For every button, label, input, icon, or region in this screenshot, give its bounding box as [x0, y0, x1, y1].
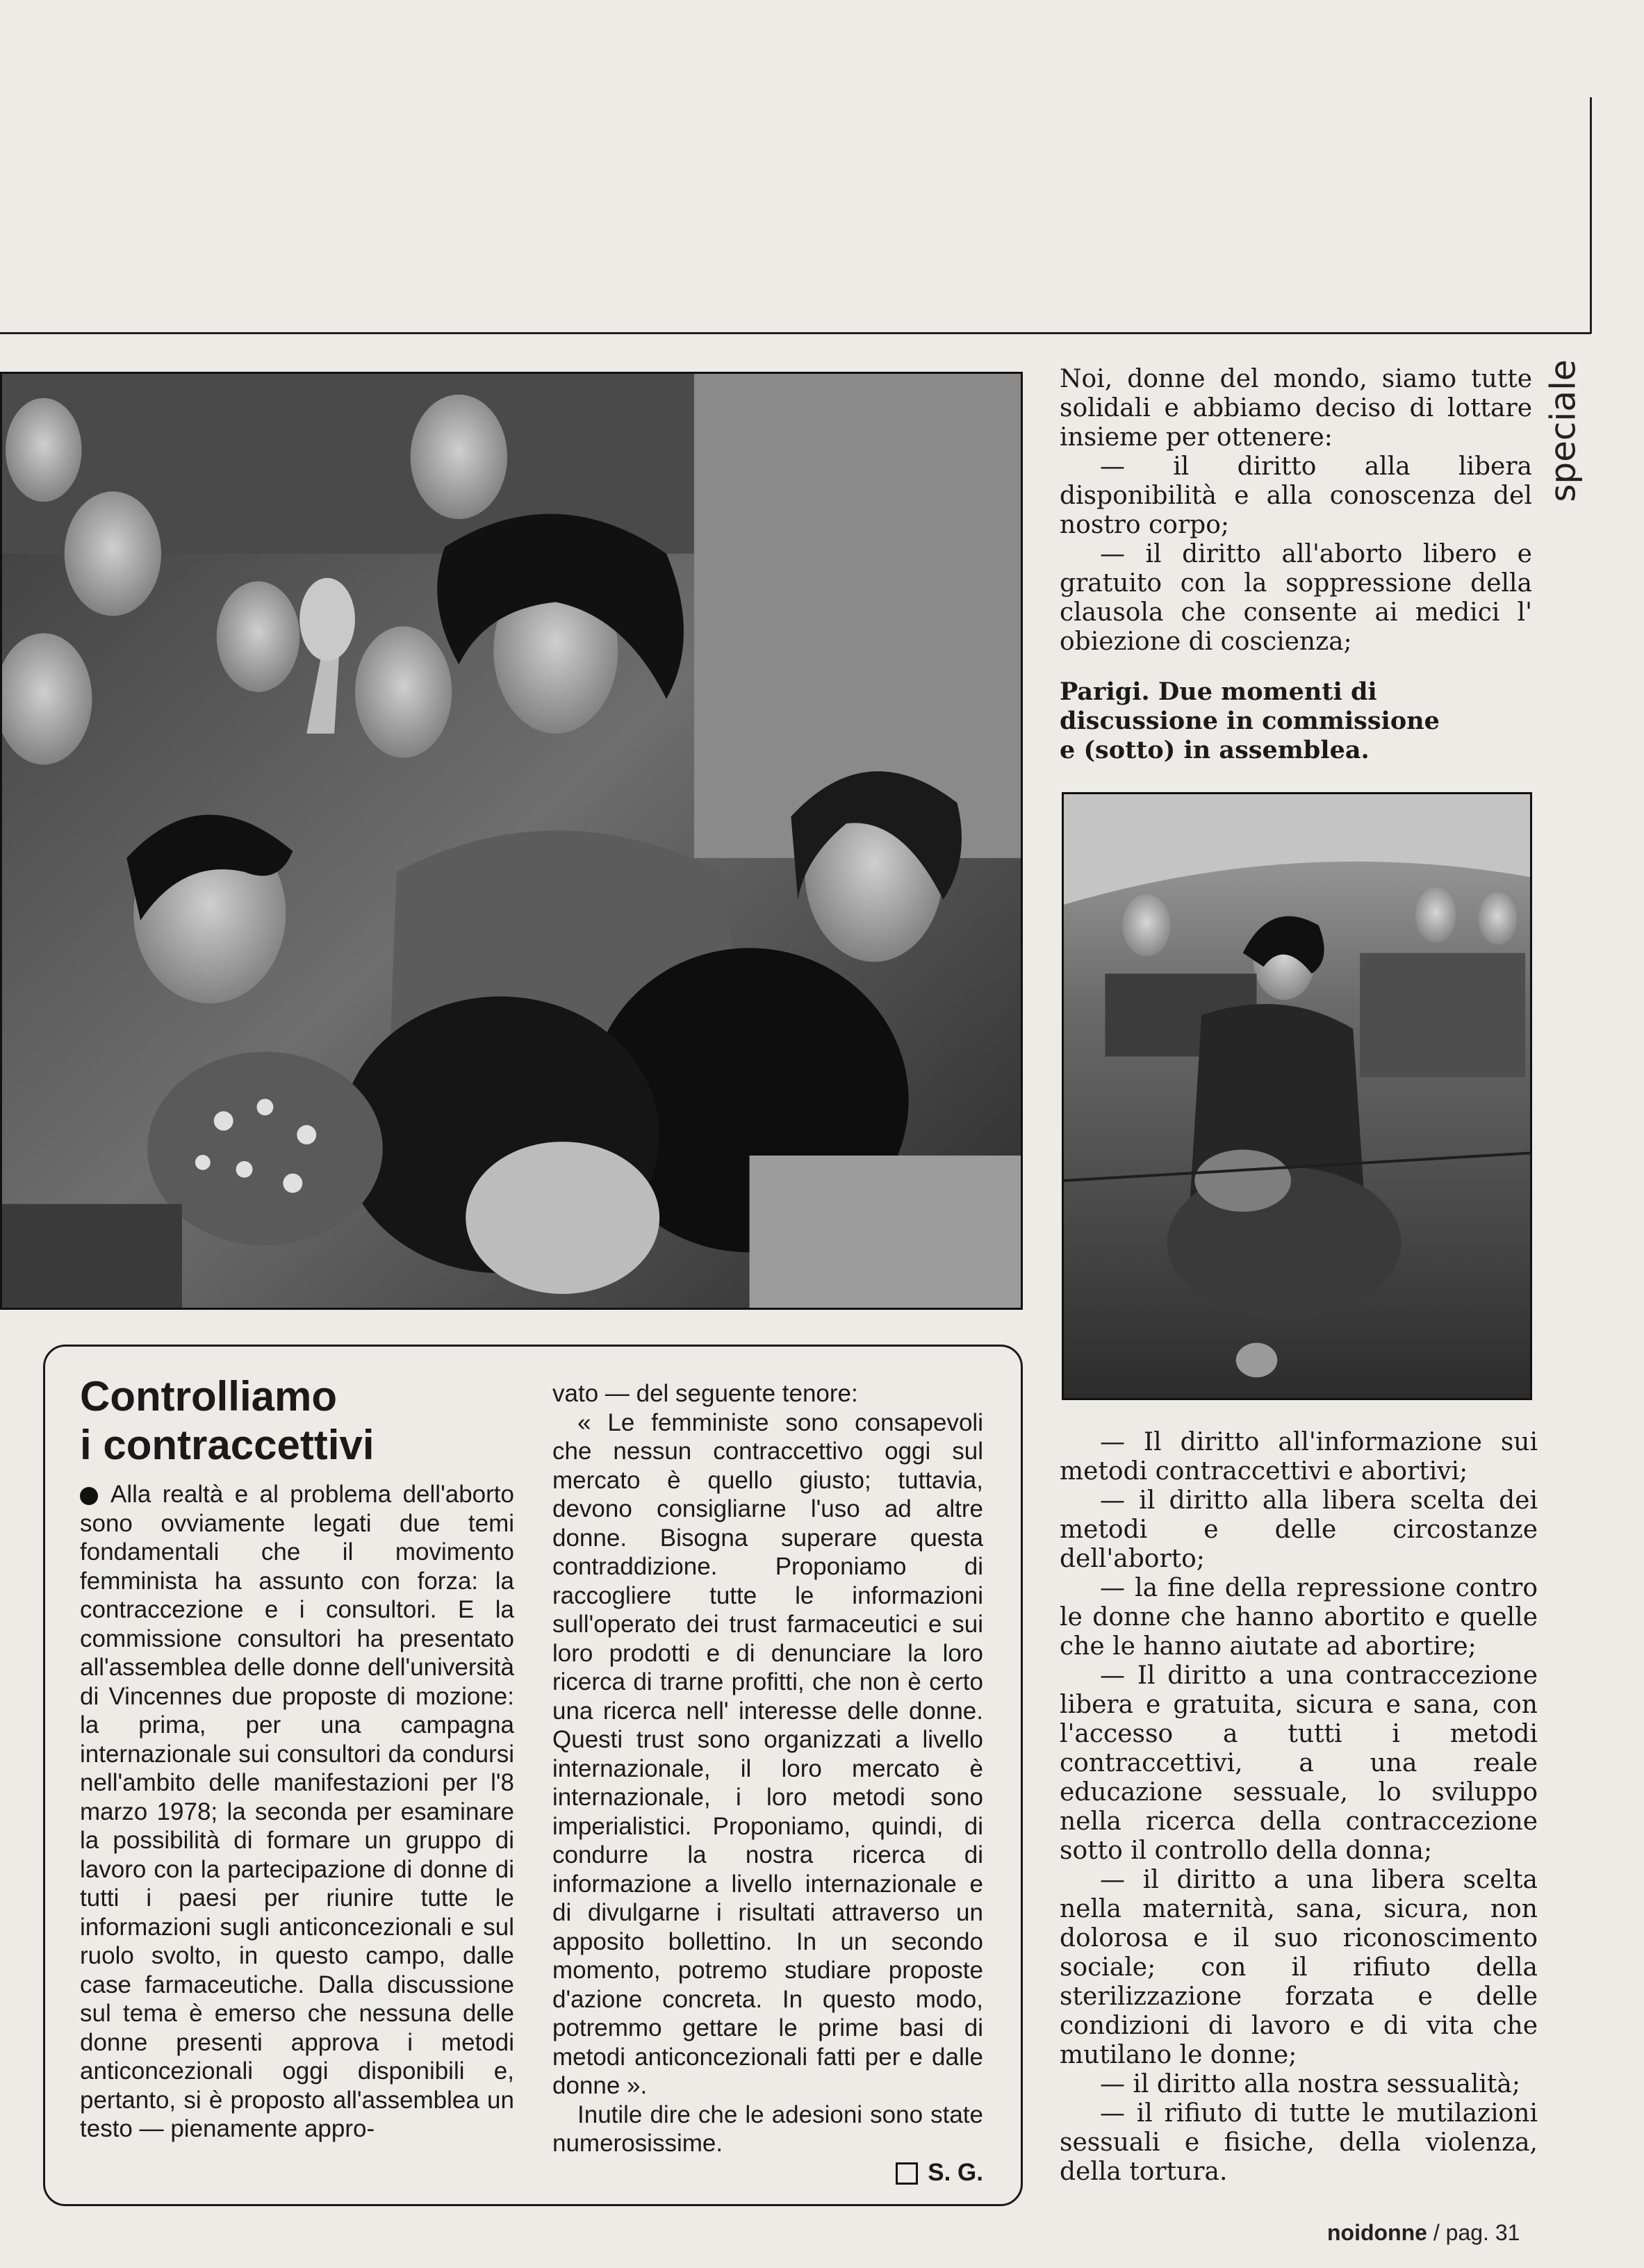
paragraph: — la fine della repressione contro le donne che hanno abortito e quelle che le hanno aiutate ad abortire; — [1060, 1574, 1538, 1661]
paragraph: — il diritto all'aborto libero e gratuito con la soppressione della clausola che consente ai medici l' obiezione di coscienza; — [1060, 540, 1532, 656]
bullet-icon — [80, 1487, 98, 1505]
signature — [552, 2158, 983, 2187]
paragraph — [80, 1480, 514, 2144]
box-title-line: Controlliamo — [80, 1373, 337, 1420]
top-rule — [0, 332, 1591, 334]
paragraph: — Il diritto a una contraccezione libera e gratuita, sicura e sana, con l'accesso a tutti i metodi contraccettivi, a una reale educazione sessuale, lo sviluppo nella ricerca della contraccezione sotto il controllo della donna; — [1060, 1661, 1538, 1865]
right-column-top — [1060, 365, 1532, 657]
paragraph: Inutile dire che le adesioni sono state numerosissime. — [552, 2101, 983, 2157]
section-tab — [1532, 334, 1595, 528]
page-number: / pag. 31 — [1433, 2220, 1520, 2245]
section-tab-label: speciale — [1543, 359, 1584, 502]
box-left-column — [80, 1480, 514, 2144]
vertical-rule — [1590, 97, 1592, 334]
assembly-photo-image — [1064, 794, 1530, 1398]
page-footer — [1327, 2220, 1619, 2246]
paragraph: — il diritto alla nostra sessualità; — [1100, 2070, 1521, 2098]
paragraph: — il diritto alla libera disponibilità e alla conoscenza del nostro corpo; — [1060, 452, 1532, 539]
signature-text: S. G. — [928, 2158, 983, 2186]
box-title-line: i contraccettivi — [80, 1422, 375, 1468]
photo-caption: Parigi. Due momenti di discussione in commissione e (sotto) in assemblea. — [1060, 677, 1440, 764]
main-photo — [0, 372, 1023, 1310]
paragraph: « Le femministe sono consapevoli che nessun contraccettivo oggi sul mercato è quello giusto; tuttavia, devono consigliarne l'uso ad altre donne. Bisogna superare questa contraddizione. Proponiamo di raccogliere tutte le informazioni sull'operato dei trust farmaceutici e sui loro prodotti e di denunciare la loro ricerca di trarne profitti, che non è certo una ricerca nell' interesse delle donne. Questi trust sono organizzati a livello internazionale, il loro mercato è internazionale, i loro metodi sono imperialistici. Proponiamo, quindi, di condurre la nostra ricerca di informazione a livello internazionale e di divulgarne i risultati attraverso un apposito bollettino. In un secondo momento, potremo studiare proposte d'azione concreta. In questo modo, potremmo gettare le prime basi di metodi anticoncezionali fatti per e dalle donne ». — [552, 1408, 983, 2099]
paragraph: — il diritto alla libera scelta dei metodi e delle circostanze dell'aborto; — [1060, 1486, 1538, 1573]
box-left-text: Alla realtà e al problema dell'aborto sono ovviamente legati due temi fondamentali che il movimento femminista ha assunto con forza: la contraccezione e i consultori. E la commissione consultori ha presentato all'assemblea delle donne dell'università di Vincennes due proposte di mozione: la prima, per una campagna internazionale sui consultori da condursi nell'ambito delle manifestazioni per l'8 marzo 1978; la seconda per esaminare la possibilità di formare un gruppo di lavoro con la partecipazione di donne di tutti i paesi per riunire tutte le informazioni sugli anticoncezionali e sul ruolo svolto, in questo campo, dalle case farmaceutiche. Dalla discussione sul tema è emerso che nessuna delle donne presenti approva i metodi anticoncezionali oggi disponibili e, pertanto, si è proposto all'assemblea un testo — pienamente appro- — [80, 1481, 514, 2142]
box-right-column — [552, 1379, 983, 2187]
assembly-photo — [1062, 792, 1532, 1400]
paragraph: — il diritto a una libera scelta nella maternità, sana, sicura, non dolorosa e il suo riconoscimento sociale; con il rifiuto della sterilizzazione forzata e delle condizioni di lavoro e di vita che mutilano le donne; — [1060, 1866, 1538, 2069]
main-photo-image — [2, 374, 1021, 1308]
end-mark-icon — [896, 2162, 918, 2185]
right-column-bottom — [1060, 1428, 1538, 2187]
paragraph: vato — del seguente tenore: — [552, 1380, 858, 1407]
magazine-name: noidonne — [1327, 2220, 1427, 2245]
box-title — [80, 1372, 497, 1470]
paragraph: Noi, donne del mondo, siamo tutte solidali e abbiamo deciso di lottare insieme per ottenere: — [1060, 365, 1532, 452]
paragraph: — il rifiuto di tutte le mutilazioni sessuali e fisiche, della violenza, della tortura. — [1060, 2099, 1538, 2186]
paragraph: — Il diritto all'informazione sui metodi contraccettivi e abortivi; — [1060, 1428, 1538, 1486]
